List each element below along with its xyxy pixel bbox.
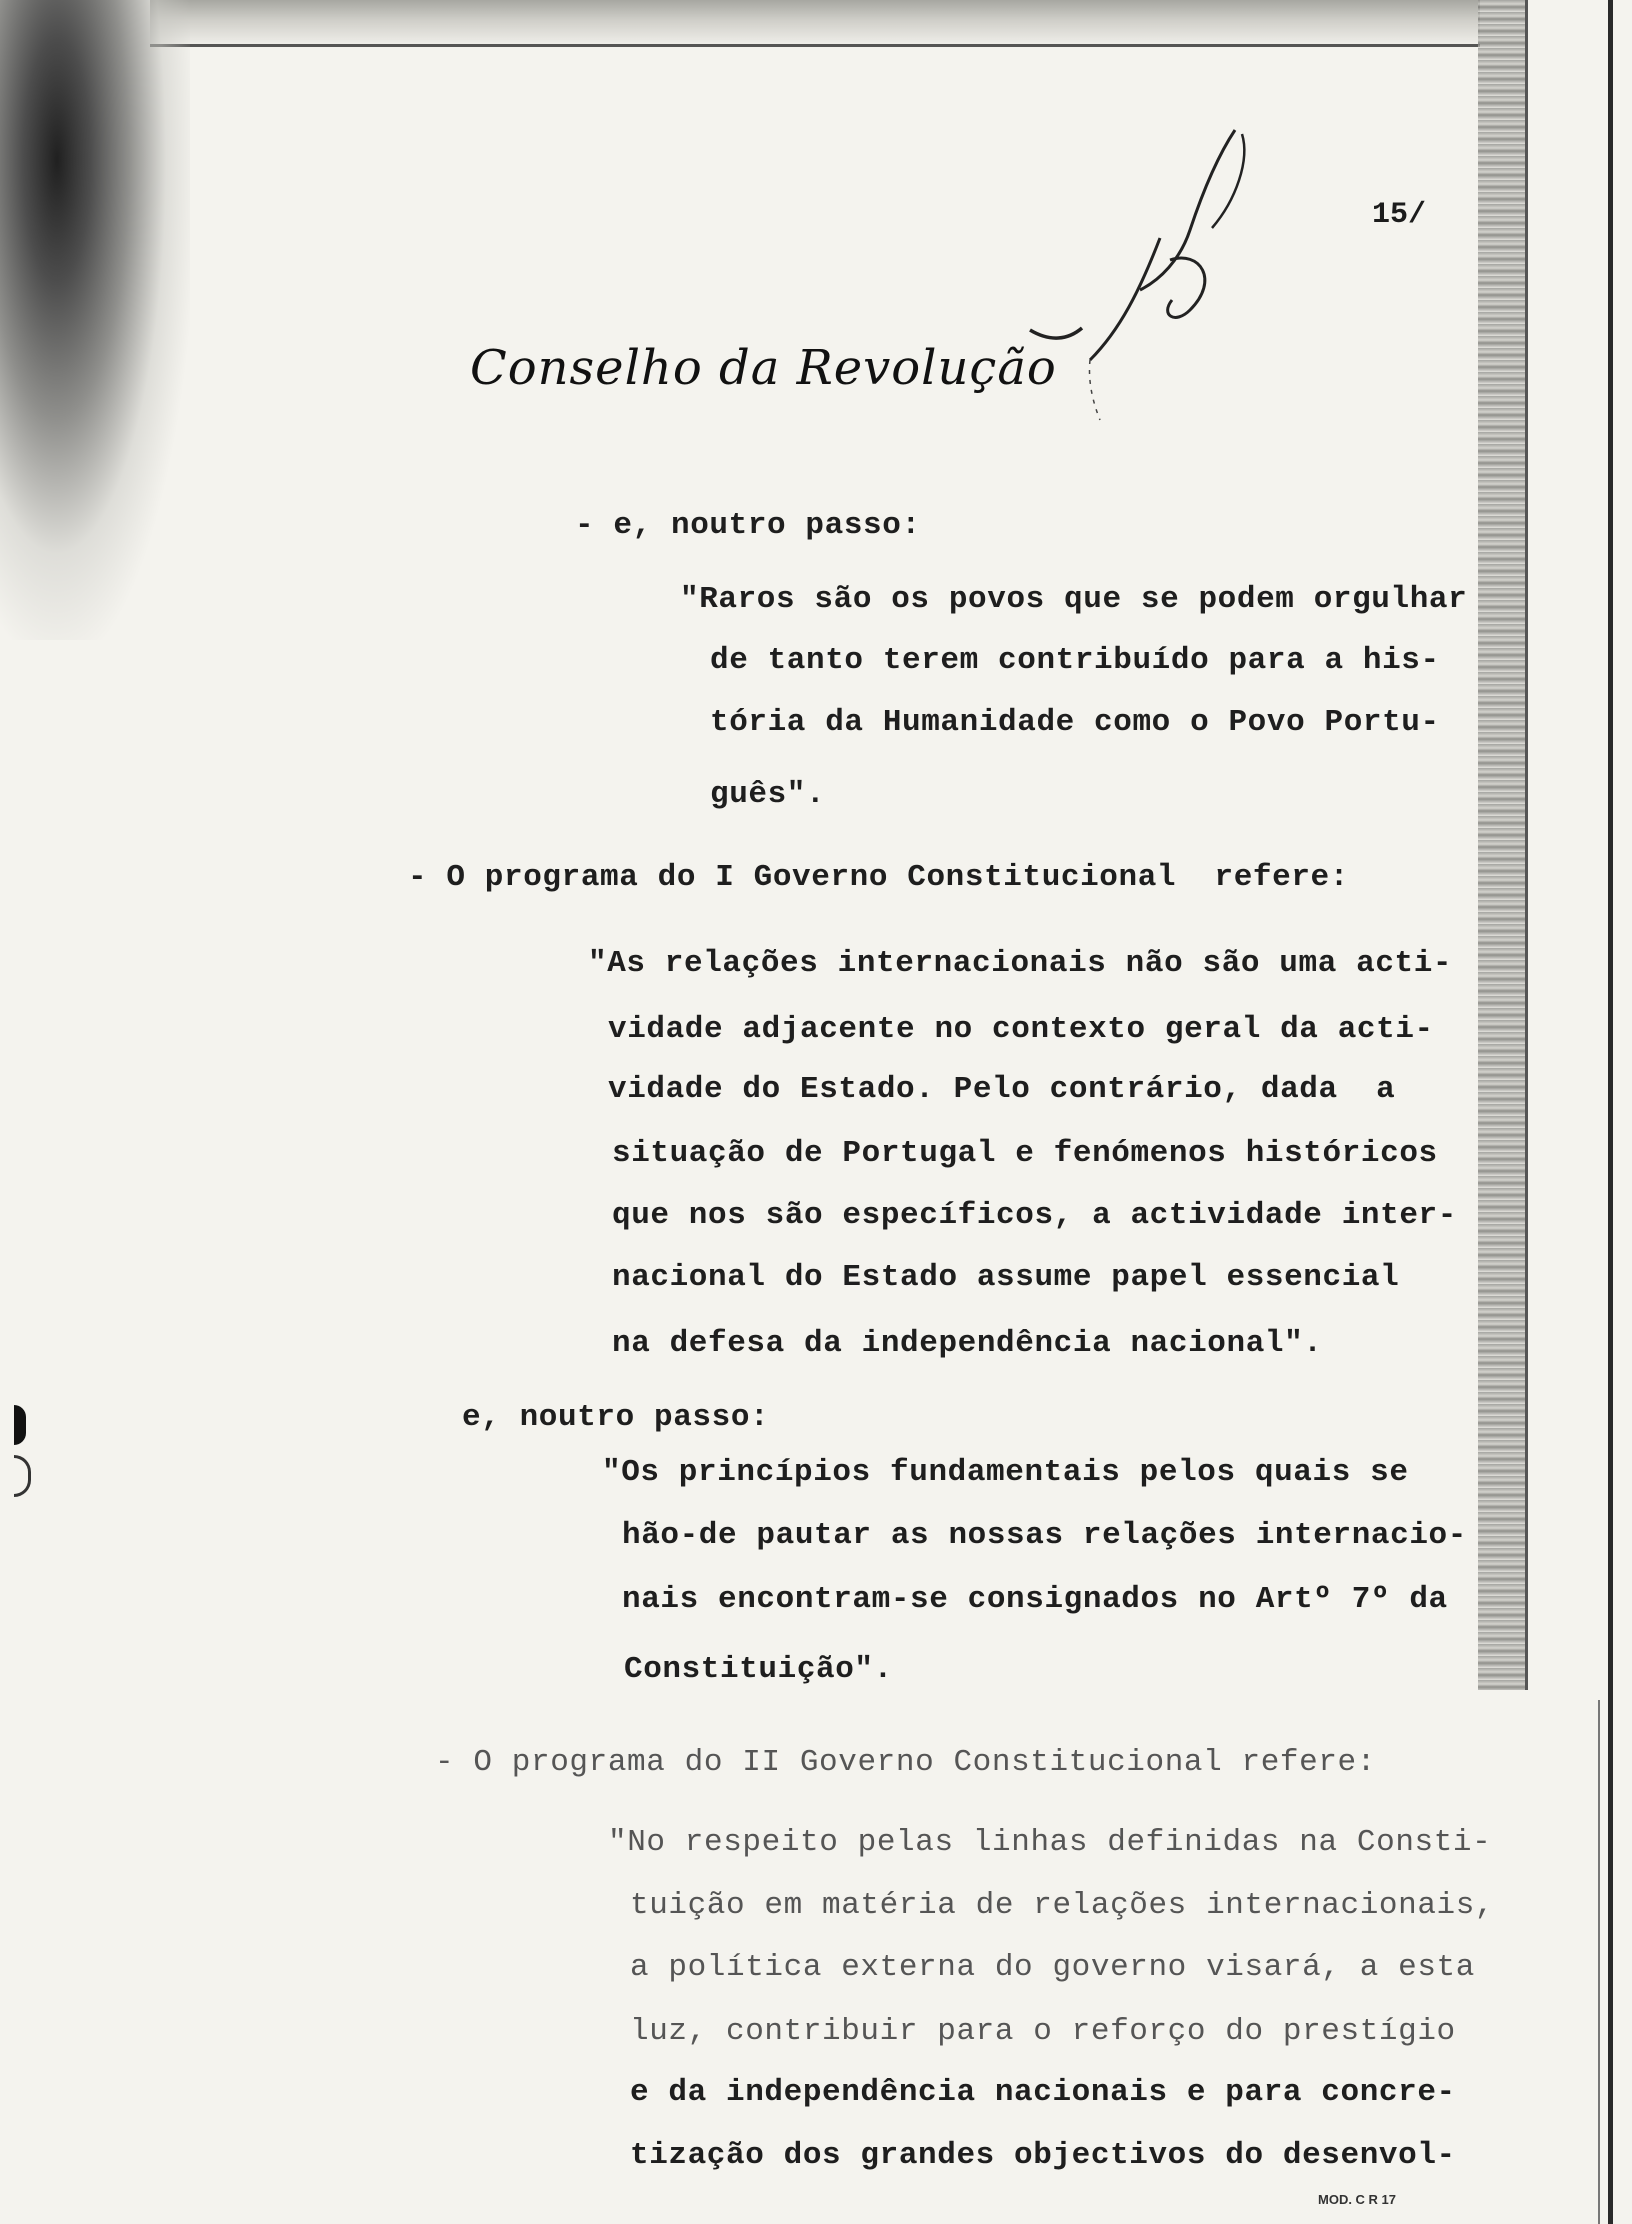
binder-hole-mark [14, 1405, 26, 1445]
quote-line: "Raros são os povos que se podem orgulhar [680, 582, 1468, 617]
section-intro: - O programa do II Governo Constitucional refere: [435, 1745, 1376, 1780]
quote-line: na defesa da independência nacional". [612, 1326, 1323, 1361]
scan-shadow [0, 0, 190, 640]
scan-border-line [1598, 1700, 1600, 2224]
form-code: MOD. C R 17 [1318, 2192, 1397, 2207]
quote-line: que nos são específicos, a actividade inter- [612, 1198, 1457, 1233]
quote-line: e da independência nacionais e para concre- [630, 2075, 1456, 2110]
section-intro: - e, noutro passo: [575, 508, 921, 543]
quote-line: Constituição". [624, 1652, 893, 1687]
scan-edge-line [1525, 0, 1528, 1690]
scan-border-line [1608, 0, 1613, 2224]
quote-line: de tanto terem contribuído para a his- [710, 643, 1440, 678]
quote-line: tuição em matéria de relações internacionais, [630, 1888, 1495, 1923]
quote-line: situação de Portugal e fenómenos históricos [612, 1136, 1438, 1171]
page-number: 15/ [1372, 198, 1427, 232]
quote-line: "Os princípios fundamentais pelos quais se [602, 1455, 1409, 1490]
quote-line: hão-de pautar as nossas relações internacio- [622, 1518, 1467, 1553]
scan-top-edge [150, 0, 1480, 47]
quote-line: guês". [710, 777, 826, 812]
quote-line: vidade do Estado. Pelo contrário, dada a [608, 1072, 1396, 1107]
quote-line: "No respeito pelas linhas definidas na Consti- [608, 1825, 1492, 1860]
quote-line: nais encontram-se consignados no Artº 7º da [622, 1582, 1448, 1617]
quote-line: "As relações internacionais não são uma acti- [588, 946, 1453, 981]
quote-line: tória da Humanidade como o Povo Portu- [710, 705, 1440, 740]
section-intro: e, noutro passo: [462, 1400, 770, 1435]
binder-hole-mark [14, 1455, 31, 1497]
quote-line: tização dos grandes objectivos do desenvol- [630, 2138, 1456, 2173]
section-intro: - O programa do I Governo Constitucional refere: [408, 860, 1349, 895]
quote-line: luz, contribuir para o reforço do prestígio [630, 2014, 1456, 2049]
quote-line: nacional do Estado assume papel essencial [612, 1260, 1400, 1295]
letterhead: Conselho da Revolução [470, 340, 1057, 396]
quote-line: a política externa do governo visará, a esta [630, 1950, 1475, 1985]
quote-line: vidade adjacente no contexto geral da acti- [608, 1012, 1434, 1047]
scan-right-edge [1478, 0, 1528, 1690]
